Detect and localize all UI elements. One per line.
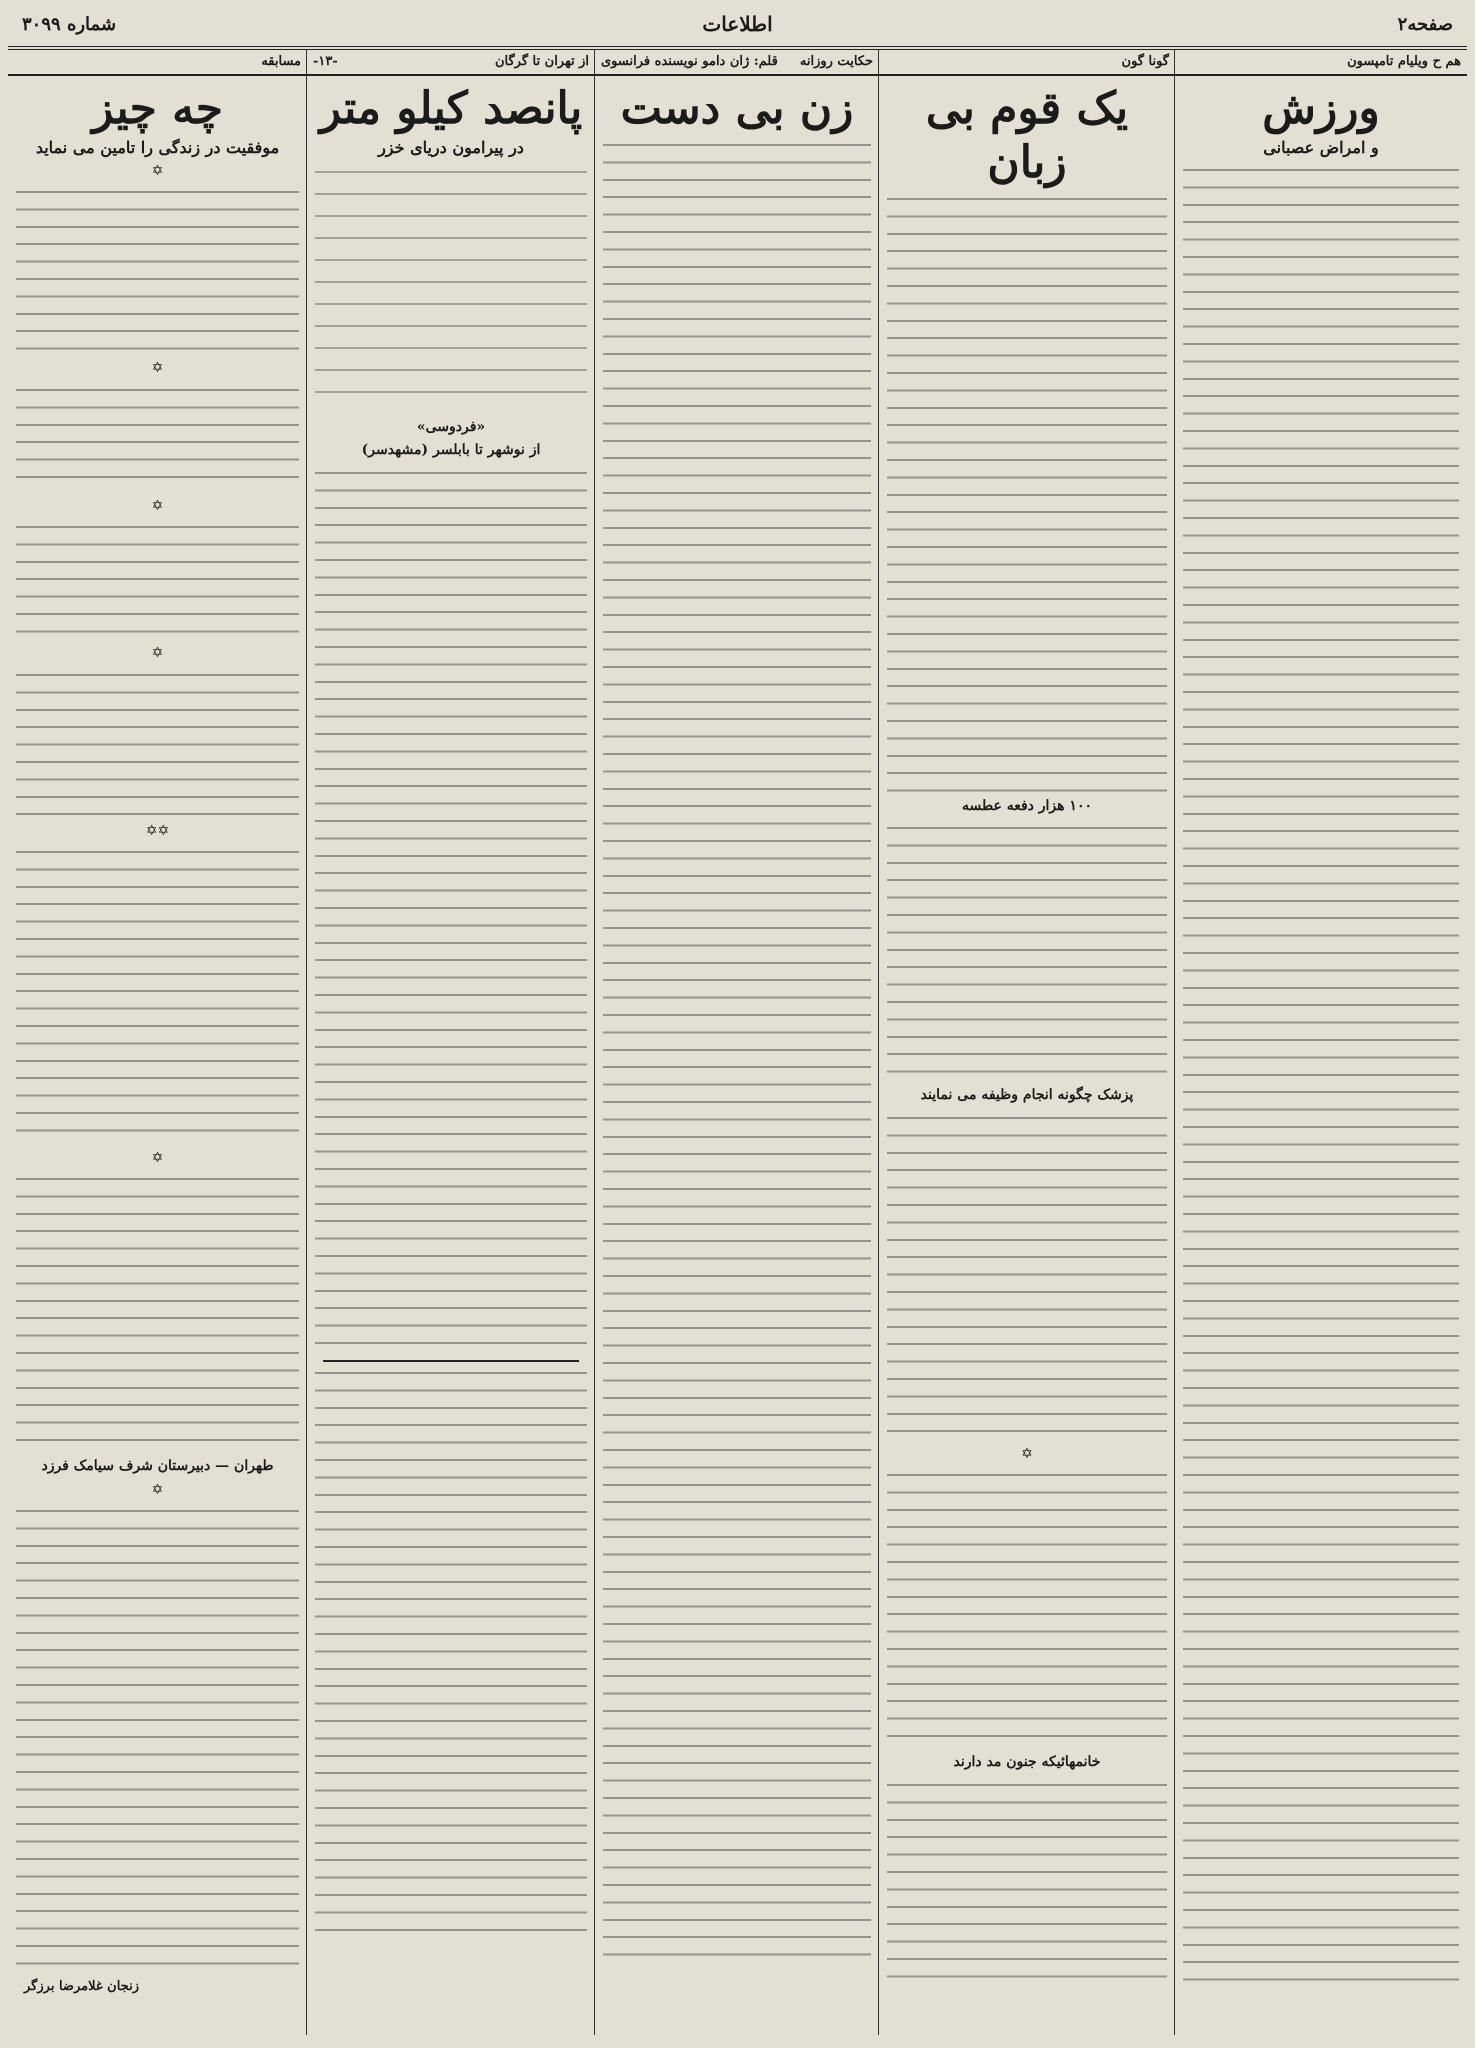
column-author: قلم: ژان دامو نویسنده فرانسوی [601, 54, 778, 69]
body-text-lines [16, 383, 299, 493]
divider [323, 1360, 579, 1362]
article-title: یک قوم بی زبان [925, 83, 1129, 188]
star-divider-icon: ✡ [151, 1150, 164, 1167]
article-title: ورزش [1262, 83, 1380, 134]
column-category: از تهران تا گرگان [494, 54, 589, 69]
article-title: زن بی دست [620, 83, 854, 134]
column-contest [8, 50, 307, 2035]
article-subtitle: در پیرامون دریای خزر [378, 138, 524, 157]
issue-number: شماره ۳۰۹۹ [22, 14, 117, 35]
column-daily-story [594, 50, 879, 2035]
article-body [307, 163, 595, 1946]
section-heading: ۱۰۰ هزار دفعه عطسه [962, 798, 1092, 814]
newspaper-page [8, 50, 1467, 2040]
episode-number: -۱۳- [313, 54, 338, 69]
body-text-lines [16, 845, 299, 1145]
star-divider-icon: ✡✡ [145, 822, 170, 839]
column-header [8, 50, 307, 76]
body-text-lines [16, 185, 299, 355]
body-text-lines [1183, 163, 1459, 1983]
page-number: صفحه۲ [1397, 14, 1453, 35]
body-text-lines [887, 1778, 1167, 1988]
poem-lines [315, 163, 587, 413]
column-misc [878, 50, 1175, 2035]
body-text-lines [887, 192, 1167, 792]
section-heading: پزشک چگونه انجام وظیفه می نمایند [920, 1087, 1134, 1104]
body-text-lines [16, 1504, 299, 1974]
body-text-lines [16, 1172, 299, 1452]
column-category: حکایت روزانه [799, 54, 873, 69]
article-title: چه چیز [92, 83, 223, 134]
article-body [595, 138, 879, 1958]
column-category: مسابقه [261, 54, 301, 69]
column-header [1175, 50, 1467, 76]
column-category: گونا گون [1121, 54, 1169, 69]
poet-name: «فردوسی» [416, 419, 486, 435]
body-text-lines [16, 668, 299, 818]
body-text-lines [887, 821, 1167, 1081]
star-divider-icon: ✡ [151, 360, 164, 377]
column-author: هم ح ویلیام تامپسون [1347, 54, 1461, 69]
paper-name: اطلاعات [702, 12, 773, 36]
column-header [307, 50, 595, 76]
author-line: طهران — دبیرستان شرف سیامک فرزد [41, 1458, 274, 1475]
star-divider-icon: ✡ [1021, 1445, 1033, 1462]
star-divider-icon: ✡ [151, 497, 164, 514]
section-heading: از نوشهر تا بابلسر (مشهدسر) [361, 442, 541, 459]
masthead [8, 6, 1467, 50]
body-text-lines [887, 1111, 1167, 1441]
body-text-lines [315, 466, 587, 1356]
article-subtitle: موفقیت در زندگی را تامین می نماید [35, 138, 280, 157]
body-text-lines [315, 1366, 587, 1946]
article-subtitle: و امراض عصبانی [1263, 138, 1379, 157]
body-text-lines [16, 520, 299, 640]
column-header [595, 50, 879, 76]
article-body [879, 192, 1175, 1988]
body-text-lines [887, 1468, 1167, 1748]
star-divider-icon: ✡ [151, 645, 164, 662]
article-body [8, 163, 307, 2000]
column-travel [306, 50, 595, 2035]
article-title: پانصد کیلو متر [319, 83, 583, 134]
body-text-lines [603, 138, 871, 1958]
article-body [1175, 163, 1467, 1983]
column-header [879, 50, 1175, 76]
column-sport [1174, 50, 1467, 2035]
author-signature: زنجان غلامرضا برزگر [24, 1979, 139, 1995]
star-divider-icon: ✡ [151, 1481, 164, 1498]
section-heading: خانمهائیکه جنون مد دارند [953, 1754, 1101, 1771]
star-divider-icon: ✡ [151, 163, 164, 179]
